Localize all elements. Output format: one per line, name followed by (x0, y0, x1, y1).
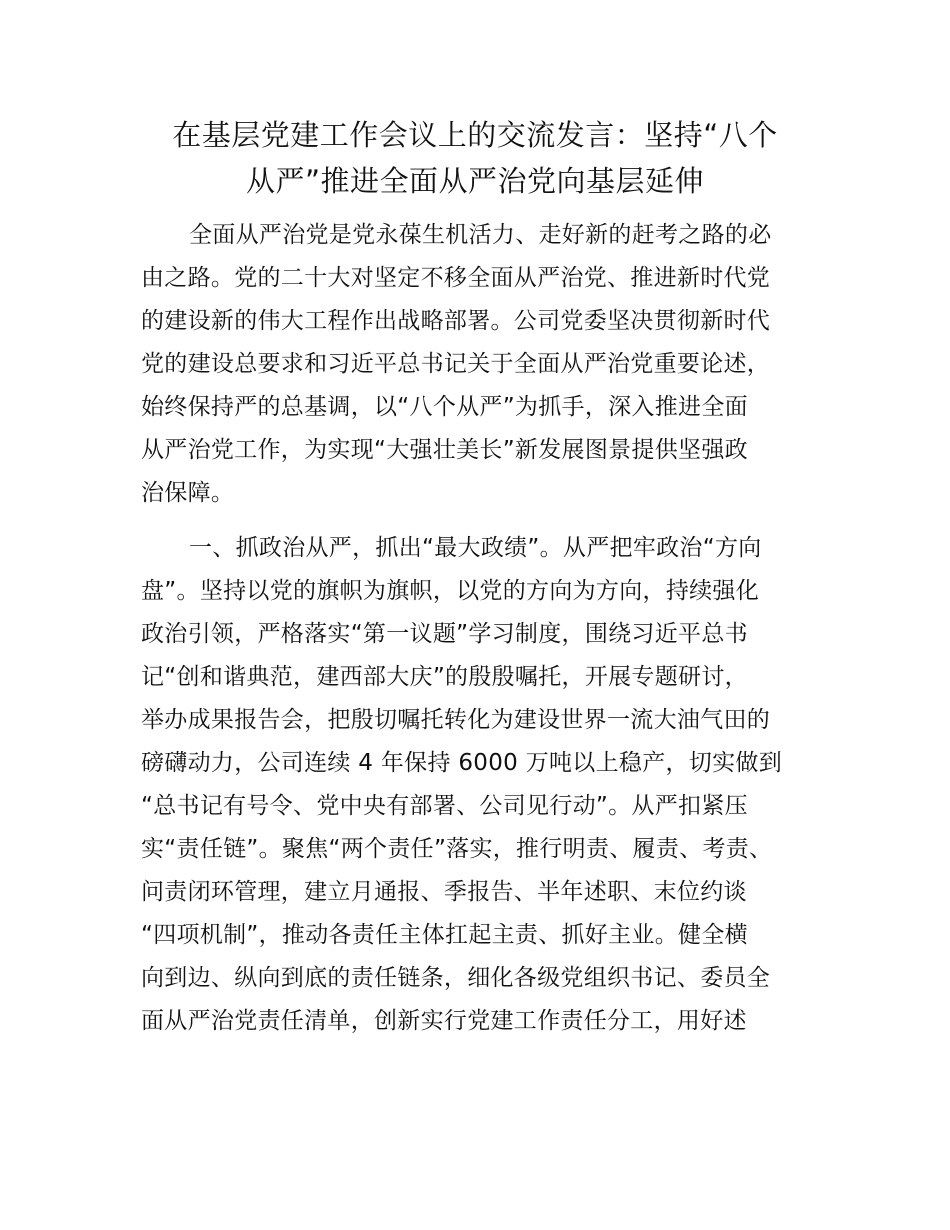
paragraph-line: 向到边、纵向到底的责任链条，细化各级党组织书记、委员全 (141, 965, 771, 991)
paragraph-line: 全面从严治党是党永葆生机活力、走好新的赶考之路的必 (189, 222, 772, 248)
paragraph-line: 磅礴动力，公司连续 4 年保持 6000 万吨以上稳产，切实做到 (141, 750, 783, 776)
paragraph-intro (141, 214, 821, 515)
paragraph-section-one (141, 527, 821, 1043)
paragraph-line: 政治引领，严格落实“第一议题”学习制度，围绕习近平总书 (141, 621, 748, 647)
paragraph-line: 举办成果报告会，把殷切嘱托转化为建设世界一流大油气田的 (141, 707, 771, 733)
paragraph-line: 由之路。党的二十大对坚定不移全面从严治党、推进新时代党 (141, 265, 771, 291)
paragraph-line: 始终保持严的总基调，以“八个从严”为抓手，深入推进全面 (141, 394, 748, 420)
title-line: 从严”推进全面从严治党向基层延伸 (245, 164, 705, 198)
paragraph-line: 治保障。 (141, 480, 235, 506)
paragraph-line: 记“创和谐典范，建西部大庆”的殷殷嘱托，开展专题研讨， (141, 664, 748, 690)
title-line: 在基层党建工作会议上的交流发言：坚持“八个 (172, 118, 778, 152)
paragraph-line: 面从严治党责任清单，创新实行党建工作责任分工，用好述 (141, 1008, 747, 1034)
paragraph-line: “总书记有号令、党中央有部署、公司见行动”。从严扣紧压 (141, 793, 748, 819)
paragraph-line: 盘”。坚持以党的旗帜为旗帜，以党的方向为方向，持续强化 (141, 578, 760, 604)
paragraph-line: 实“责任链”。聚焦“两个责任”落实，推行明责、履责、考责、 (141, 836, 773, 862)
paragraph-line: 问责闭环管理，建立月通报、季报告、半年述职、末位约谈 (141, 879, 747, 905)
document-title (110, 112, 840, 204)
paragraph-line: 从严治党工作，为实现“大强壮美长”新发展图景提供坚强政 (141, 437, 748, 463)
paragraph-line: 党的建设总要求和习近平总书记关于全面从严治党重要论述， (141, 351, 771, 377)
paragraph-line: “四项机制”，推动各责任主体扛起主责、抓好主业。健全横 (141, 922, 748, 948)
paragraph-line: 一、抓政治从严，抓出“最大政绩”。从严把牢政治“方向 (189, 535, 762, 561)
paragraph-line: 的建设新的伟大工程作出战略部署。公司党委坚决贯彻新时代 (141, 308, 771, 334)
